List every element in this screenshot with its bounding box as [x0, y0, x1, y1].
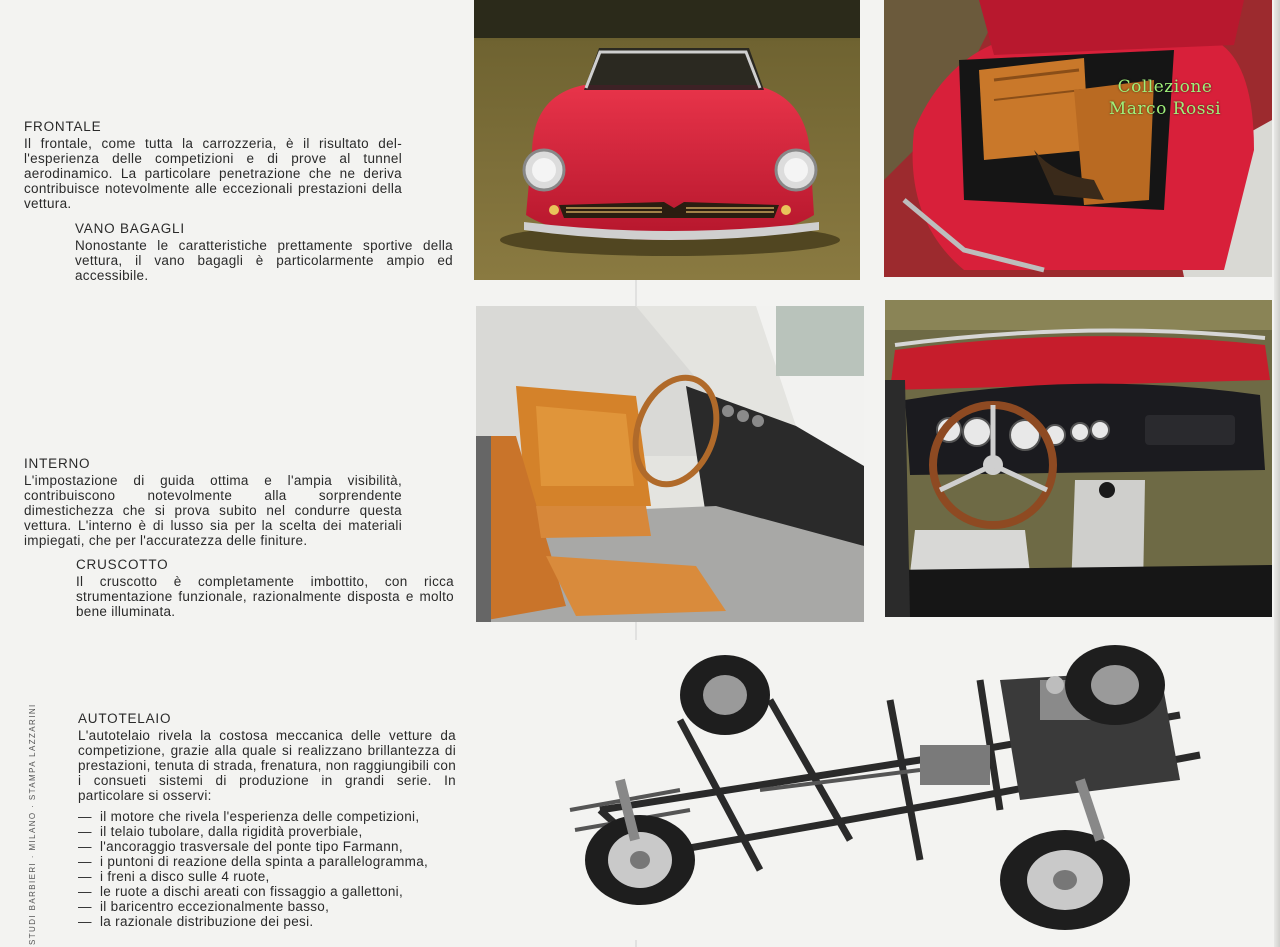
list-item: — il motore che rivela l'esperienza delle competizioni, [78, 809, 420, 824]
section-frontale-title: FRONTALE [24, 119, 102, 134]
section-autotelaio-title: AUTOTELAIO [78, 711, 172, 726]
list-item: — il telaio tubolare, dalla rigidità proverbiale, [78, 824, 363, 839]
section-vano-bagagli-title: VANO BAGAGLI [75, 221, 185, 236]
section-interno-title: INTERNO [24, 456, 91, 471]
watermark-line-2: Marco Rossi [1108, 99, 1222, 119]
section-autotelaio [78, 711, 456, 929]
list-item: — le ruote a dischi areati con fissaggio a gallettoni, [78, 884, 404, 899]
paper-edge [1274, 0, 1280, 947]
list-item: — l'ancoraggio trasversale del ponte tipo Farmann, [78, 839, 403, 854]
section-frontale-body: Il frontale, come tutta la carrozzeria, è il risultato del-l'esperienza delle competizioni e di prove al tunnel aerodinamico. La particolare penetrazione che ne deriva contribuisce notevolmente alle eccezionali prestazioni della vettura. [24, 136, 402, 211]
list-item: — i freni a disco sulle 4 ruote, [78, 869, 270, 884]
photo-chassis [560, 640, 1240, 940]
section-cruscotto-title: CRUSCOTTO [76, 557, 169, 572]
feature-list [78, 809, 456, 929]
list-item: — la razionale distribuzione dei pesi. [78, 914, 314, 929]
printer-credit: STUDI BARBIERI · MILANO · STAMPA LAZZARINI [28, 703, 37, 945]
photo-luggage-trunk [884, 0, 1272, 277]
section-vano-bagagli-body: Nonostante le caratteristiche prettamente sportive della vettura, il vano bagagli è particolarmente ampio ed accessibile. [75, 238, 453, 283]
section-cruscotto-body: Il cruscotto è completamente imbottito, con ricca strumentazione funzionale, razionalmente disposta e molto bene illuminata. [76, 574, 454, 619]
section-frontale [24, 119, 402, 211]
watermark-line-1: Collezione [1117, 77, 1213, 97]
section-autotelaio-body: L'autotelaio rivela la costosa meccanica delle vetture da competizione, grazie alla quale si realizzano brillantezza di prestazioni, tenuta di strada, frenatura, non raggiungibili con i consueti sistemi di produzione in grandi serie. In particolare si osservi: [78, 728, 456, 803]
photo-interior-seats [476, 306, 864, 622]
photo-car-front [474, 0, 860, 280]
list-item: — il baricentro eccezionalmente basso, [78, 899, 330, 914]
section-interno-body: L'impostazione di guida ottima e l'ampia visibilità, contribuiscono notevolmente alla sorprendente dimestichezza che si prova subito nel condurre questa vettura. L'interno è di lusso sia per la scelta dei materiali impiegati, che per l'accuratezza delle finiture. [24, 473, 402, 548]
collection-watermark [1095, 76, 1235, 120]
photo-dashboard [885, 300, 1272, 617]
list-item: — i puntoni di reazione della spinta a parallelogramma, [78, 854, 429, 869]
section-vano-bagagli [75, 221, 453, 283]
section-cruscotto [76, 557, 454, 619]
section-interno [24, 456, 402, 548]
